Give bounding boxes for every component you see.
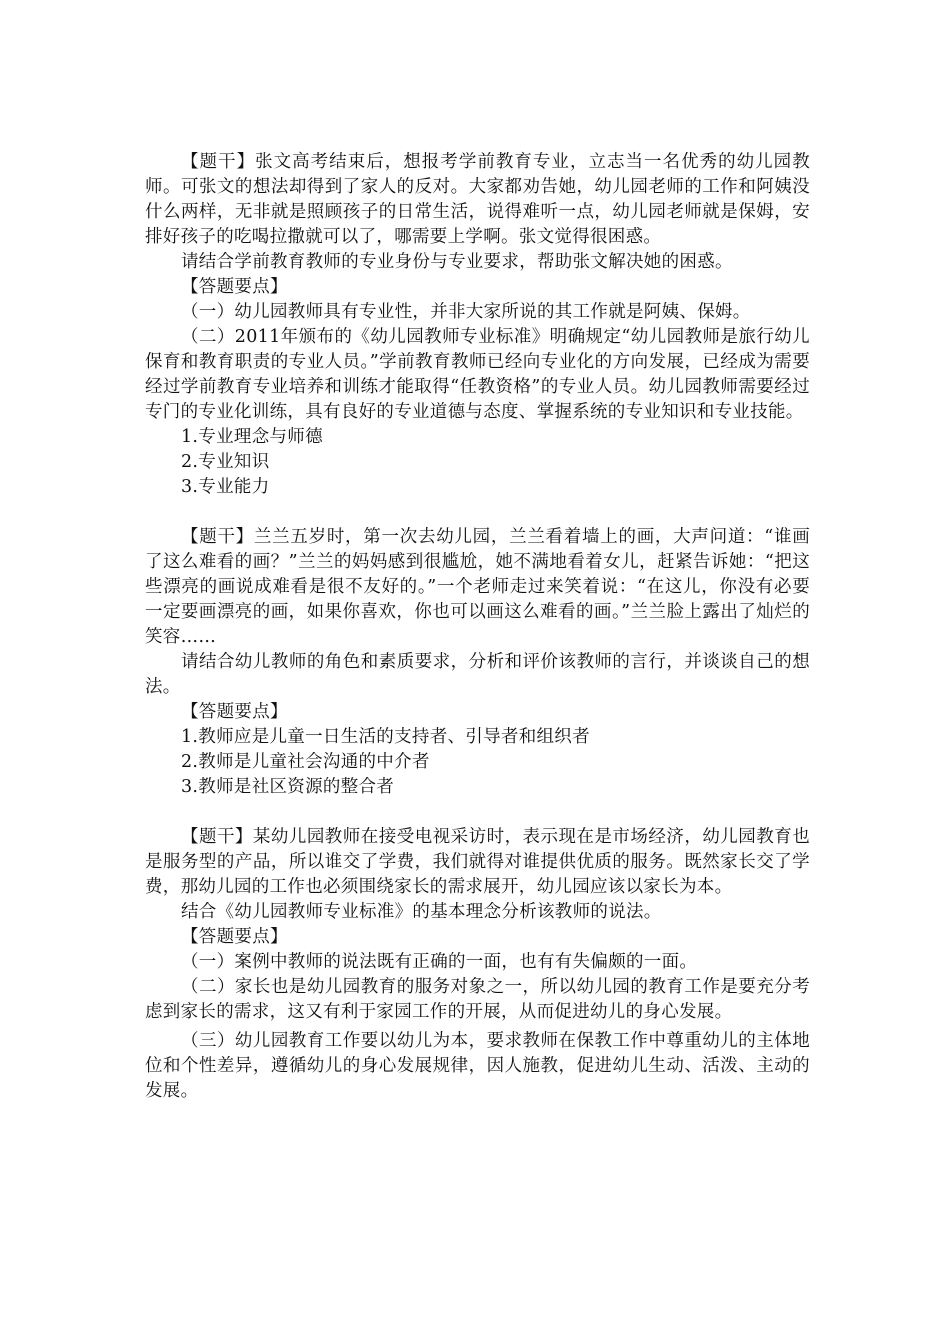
answer-point: （一）案例中教师的说法既有正确的一面，也有有失偏颇的一面。: [181, 952, 698, 972]
question-stem: 【题干】某幼儿园教师在接受电视采访时，表示现在是市场经济，幼儿园教育也是服务型的产品，所以谁交了学费，我们就得对谁提供优质的服务。既然家长交了学费，那幼儿园的工作也必须围绕家长的需求展开，幼儿园应该以家长为本。: [145, 827, 810, 897]
answer-point: （二）2011年颁布的《幼儿园教师专业标准》明确规定“幼儿园教师是旅行幼儿保育和教育职责的专业人员。”学前教育教师已经向专业化的方向发展，已经成为需要经过学前教育专业培养和训练才能取得“任教资格”的专业人员。幼儿园教师需要经过专门的专业化训练，具有良好的专业道德与态度、掌握系统的专业知识和专业技能。: [145, 327, 810, 422]
question-stem: 【题干】兰兰五岁时，第一次去幼儿园，兰兰看着墙上的画，大声问道：“谁画了这么难看的画？”兰兰的妈妈感到很尴尬，她不满地看着女儿，赶紧告诉她：“把这些漂亮的画说成难看是很不友好的。”一个老师走过来笑着说：“在这儿，你没有必要一定要画漂亮的画，如果你喜欢，你也可以画这么难看的画。”兰兰脸上露出了灿烂的笑容……: [145, 527, 810, 647]
section-spacer: [145, 800, 810, 825]
document-page: [145, 150, 810, 1104]
list-item: 3.专业能力: [181, 477, 270, 497]
list-item: 3.教师是社区资源的整合者: [181, 777, 395, 797]
question-prompt: 结合《幼儿园教师专业标准》的基本理念分析该教师的说法。: [181, 902, 662, 922]
section-spacer: [145, 500, 810, 525]
answer-heading: 【答题要点】: [181, 927, 288, 947]
answer-heading: 【答题要点】: [181, 277, 288, 297]
answer-point: （三）幼儿园教育工作要以幼儿为本，要求教师在保教工作中尊重幼儿的主体地位和个性差异，遵循幼儿的身心发展规律，因人施教，促进幼儿生动、活泼、主动的发展。: [145, 1031, 810, 1101]
list-item: 1.专业理念与师德: [181, 427, 323, 447]
answer-heading: 【答题要点】: [181, 702, 288, 722]
section-2: [145, 525, 810, 800]
list-item: 2.专业知识: [181, 452, 270, 472]
list-item: 1.教师应是儿童一日生活的支持者、引导者和组织者: [181, 727, 590, 747]
answer-point: （二）家长也是幼儿园教育的服务对象之一，所以幼儿园的教育工作是要充分考虑到家长的需求，这又有利于家园工作的开展，从而促进幼儿的身心发展。: [145, 977, 810, 1022]
question-prompt: 请结合学前教育教师的专业身份与专业要求，帮助张文解决她的困惑。: [181, 252, 733, 272]
answer-point: （一）幼儿园教师具有专业性，并非大家所说的其工作就是阿姨、保姆。: [181, 302, 751, 322]
section-1: [145, 150, 810, 500]
section-3: [145, 825, 810, 1104]
list-item: 2.教师是儿童社会沟通的中介者: [181, 752, 430, 772]
question-stem: 【题干】张文高考结束后，想报考学前教育专业，立志当一名优秀的幼儿园教师。可张文的想法却得到了家人的反对。大家都劝告她，幼儿园老师的工作和阿姨没什么两样，无非就是照顾孩子的日常生活，说得难听一点，幼儿园老师就是保姆，安排好孩子的吃喝拉撒就可以了，哪需要上学啊。张文觉得很困惑。: [145, 152, 810, 247]
question-prompt: 请结合幼儿教师的角色和素质要求，分析和评价该教师的言行，并谈谈自己的想法。: [145, 652, 810, 697]
